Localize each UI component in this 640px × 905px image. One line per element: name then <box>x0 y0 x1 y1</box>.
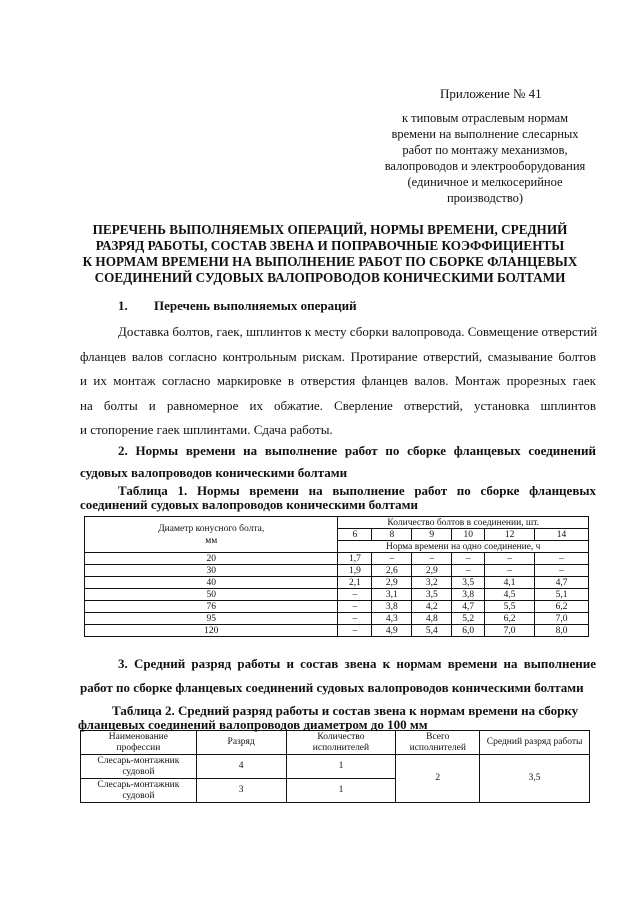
section-1-heading <box>118 298 357 314</box>
profession-line: Слесарь-монтажник <box>97 755 180 766</box>
section-2-heading <box>80 440 596 484</box>
norm-cell: 5,2 <box>452 613 485 625</box>
table-row <box>81 755 590 779</box>
total-header-line: исполнителей <box>409 742 466 753</box>
norm-cell: 7,0 <box>535 613 589 625</box>
avg-grade-header: Средний разряд работы <box>480 731 590 755</box>
profession-cell <box>81 755 197 779</box>
norm-cell: 5,1 <box>535 589 589 601</box>
norm-cell: – <box>535 565 589 577</box>
norm-cell: – <box>485 565 535 577</box>
caption-line: соединений судовых валопроводов коническими болтами <box>80 497 419 512</box>
norm-cell: 8,0 <box>535 625 589 637</box>
section-1-title: Перечень выполняемых операций <box>154 298 357 313</box>
norm-cell: 7,0 <box>485 625 535 637</box>
norm-cell: – <box>412 553 452 565</box>
paragraph-line: Доставка болтов, гаек, шплинтов к месту сборки валопровода. Совмещение отверстий <box>118 324 598 339</box>
count-cell: 14 <box>535 529 589 541</box>
paragraph-line: на болты и равномерное их обжатие. Сверление отверстий, установка шплинтов <box>80 397 596 413</box>
norm-cell: 4,7 <box>452 601 485 613</box>
norm-cell: 6,2 <box>535 601 589 613</box>
norm-cell: 4,1 <box>485 577 535 589</box>
total-header <box>396 731 480 755</box>
section-3-line: 3. Средний разряд работы и состав звена к нормам времени на выполнение <box>118 656 596 671</box>
main-title <box>70 222 590 286</box>
norm-cell: 4,3 <box>372 613 412 625</box>
appendix-annotation <box>360 110 610 206</box>
count-header: Количество болтов в соединении, шт. <box>338 517 589 529</box>
norm-cell: 3,8 <box>452 589 485 601</box>
main-title-line: РАЗРЯД РАБОТЫ, СОСТАВ ЗВЕНА И ПОПРАВОЧНЫЕ КОЭФФИЦИЕНТЫ <box>95 238 565 253</box>
paragraph-line: и стопорение гаек шплинтами. Сдача работы. <box>80 422 333 437</box>
norm-cell: – <box>535 553 589 565</box>
norm-cell: 5,4 <box>412 625 452 637</box>
diameter-header-line: мм <box>205 535 218 546</box>
annotation-line: работ по монтажу механизмов, <box>402 143 568 157</box>
profession-header <box>81 731 197 755</box>
section-2-line: судовых валопроводов коническими болтами <box>80 465 348 480</box>
appendix-title: Приложение № 41 <box>440 86 542 101</box>
norm-cell: 5,5 <box>485 601 535 613</box>
total-header-line: Всего <box>426 731 450 742</box>
norm-cell: 2,1 <box>338 577 372 589</box>
table-2-caption <box>78 704 598 732</box>
table-row <box>85 625 589 637</box>
section-1-paragraph <box>80 320 596 443</box>
norm-cell: – <box>452 565 485 577</box>
norm-cell: 3,8 <box>372 601 412 613</box>
norm-cell: – <box>452 553 485 565</box>
annotation-line: к типовым отраслевым нормам <box>401 111 569 125</box>
main-title-line: К НОРМАМ ВРЕМЕНИ НА ВЫПОЛНЕНИЕ РАБОТ ПО СБОРКЕ ФЛАНЦЕВЫХ <box>82 254 578 269</box>
count-header-line: Количество <box>317 731 365 742</box>
norm-cell: 4,9 <box>372 625 412 637</box>
annotation-line: валопроводов и электрооборудования <box>384 159 586 173</box>
norm-cell: 4,2 <box>412 601 452 613</box>
caption-line: Таблица 2. Средний разряд работы и состав звена к нормам времени на сборку <box>112 703 579 718</box>
norm-cell: 1,7 <box>338 553 372 565</box>
diameter-cell: 76 <box>85 601 338 613</box>
caption-line: фланцевых соединений валопроводов диаметром до 100 мм <box>78 717 428 732</box>
norm-cell: 2,9 <box>412 565 452 577</box>
norm-cell: 3,5 <box>452 577 485 589</box>
table-1-caption <box>80 484 596 512</box>
count-header <box>286 731 396 755</box>
caption-line: Таблица 1. Нормы времени на выполнение работ по сборке фланцевых <box>118 483 596 498</box>
diameter-cell: 95 <box>85 613 338 625</box>
norm-cell: – <box>338 601 372 613</box>
count-cell: 1 <box>286 779 396 803</box>
annotation-line: (единичное и мелкосерийное <box>407 175 563 189</box>
section-3-line: работ по сборке фланцевых соединений судовых валопроводов коническими болтами <box>80 680 584 695</box>
norm-cell: 3,2 <box>412 577 452 589</box>
norm-cell: 2,6 <box>372 565 412 577</box>
avg-grade-cell: 3,5 <box>480 755 590 803</box>
annotation-line: производство) <box>446 191 524 205</box>
paragraph-line: и их монтаж согласно маркировке в отверстия фланцев валов. Монтаж прорезных гаек <box>80 373 596 388</box>
norm-cell: 3,1 <box>372 589 412 601</box>
count-header-line: исполнителей <box>312 742 370 753</box>
profession-header-line: Наименование <box>108 731 168 742</box>
annotation-line: времени на выполнение слесарных <box>391 127 579 141</box>
norm-cell: – <box>372 553 412 565</box>
norm-cell: 3,5 <box>412 589 452 601</box>
section-3-heading <box>80 652 596 700</box>
profession-header-line: профессии <box>116 742 161 753</box>
norm-cell: – <box>338 625 372 637</box>
count-cell: 10 <box>452 529 485 541</box>
norm-cell: 1,9 <box>338 565 372 577</box>
diameter-cell: 20 <box>85 553 338 565</box>
profession-cell <box>81 779 197 803</box>
table-row <box>85 565 589 577</box>
count-cell: 12 <box>485 529 535 541</box>
section-2-line: 2. Нормы времени на выполнение работ по сборке фланцевых соединений <box>118 443 596 458</box>
diameter-header-line: Диаметр конусного болта, <box>158 523 265 534</box>
norm-header: Норма времени на одно соединение, ч <box>338 541 589 553</box>
norm-cell: 4,8 <box>412 613 452 625</box>
diameter-cell: 40 <box>85 577 338 589</box>
table-row <box>85 601 589 613</box>
profession-line: судовой <box>122 766 155 777</box>
table-row <box>85 613 589 625</box>
norm-cell: – <box>485 553 535 565</box>
count-cell: 8 <box>372 529 412 541</box>
table-row <box>85 553 589 565</box>
section-1-number: 1. <box>118 298 128 313</box>
grade-cell: 4 <box>196 755 286 779</box>
norm-cell: 6,2 <box>485 613 535 625</box>
grade-header: Разряд <box>196 731 286 755</box>
diameter-cell: 50 <box>85 589 338 601</box>
paragraph-line: фланцев валов согласно контрольным рискам. Протирание отверстий, смазывание болтов <box>80 348 596 364</box>
norm-cell: 2,9 <box>372 577 412 589</box>
norm-cell: – <box>338 613 372 625</box>
count-cell: 9 <box>412 529 452 541</box>
table-row <box>85 577 589 589</box>
main-title-line: ПЕРЕЧЕНЬ ВЫПОЛНЯЕМЫХ ОПЕРАЦИЙ, НОРМЫ ВРЕМЕНИ, СРЕДНИЙ <box>92 222 568 237</box>
table-row <box>85 589 589 601</box>
diameter-cell: 30 <box>85 565 338 577</box>
norm-cell: – <box>338 589 372 601</box>
profession-line: Слесарь-монтажник <box>97 779 180 790</box>
diameter-cell: 120 <box>85 625 338 637</box>
main-title-line: СОЕДИНЕНИЙ СУДОВЫХ ВАЛОПРОВОДОВ КОНИЧЕСКИМИ БОЛТАМИ <box>94 270 566 285</box>
norm-cell: 4,5 <box>485 589 535 601</box>
norm-cell: 6,0 <box>452 625 485 637</box>
diameter-header <box>85 517 338 553</box>
table-1 <box>84 516 589 637</box>
count-cell: 1 <box>286 755 396 779</box>
grade-cell: 3 <box>196 779 286 803</box>
count-cell: 6 <box>338 529 372 541</box>
norm-cell: 4,7 <box>535 577 589 589</box>
total-cell: 2 <box>396 755 480 803</box>
profession-line: судовой <box>122 790 155 801</box>
table-2 <box>80 730 590 803</box>
